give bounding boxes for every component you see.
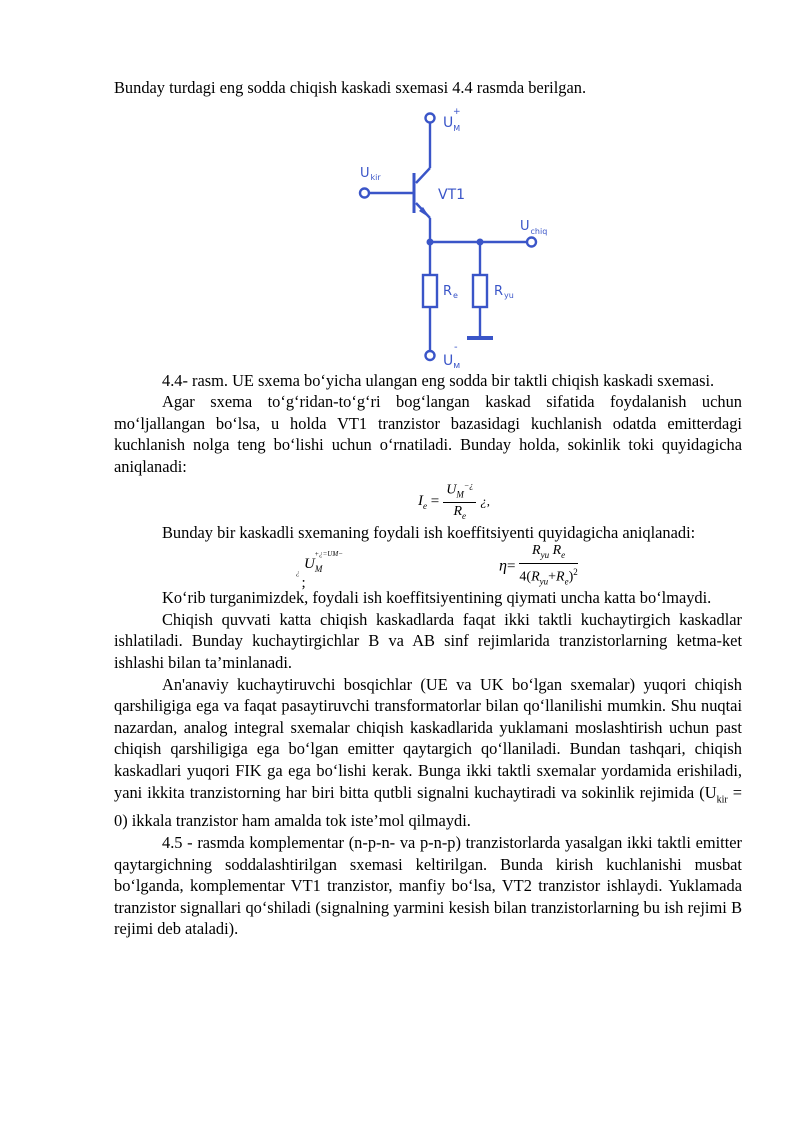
terminal-output: [527, 237, 536, 246]
paragraph-2: Bunday bir kaskadli sxemaning foydali ish koeffitsiyenti quyidagicha aniqlanadi:: [162, 522, 696, 542]
circuit-figure: [114, 106, 742, 368]
formula1-tail: ¿,: [480, 492, 490, 508]
formula-quiescent-current: [114, 478, 742, 522]
terminal-top: [426, 113, 435, 122]
terminal-bottom: [426, 351, 435, 360]
formula2-right: η= $\frac{R_{yu} R_e}{4(R_{yu}+R_e)^2}$: [499, 543, 578, 590]
junction-dot: [477, 238, 484, 245]
paragraph-4: Chiqish quvvati katta chiqish kaskadlarda faqat ikki taktli kuchaytirgich kaskadlar ishlatiladi. Bunday kuchaytirgichlar B va AB sinf rejimlarida tranzistorlarning ketma-ket ishlashi bilan ta’minlanadi.: [114, 609, 742, 672]
formula2-fraction: $\frac{R_{yu} R_e}{4(R_{yu}+R_e)^2}$: [519, 543, 578, 587]
resistor-re: [423, 275, 437, 307]
paragraph-1: Agar sxema to‘g‘ridan-to‘g‘ri bog‘langan kaskad sifatida foydalanish uchun mo‘ljallangan bo‘lsa, u holda VT1 tranzistor bazasidagi kuchlanish odatda emitterdagi kuchlanish nolga teng bo‘lishi uchun o‘rnatiladi. Bunday holda, sokinlik toki quyidagicha aniqlanadi:: [114, 392, 742, 476]
resistor-ryu: [473, 275, 487, 307]
document-page: [114, 77, 742, 940]
label-u-out: $U_{chiq}$: [520, 218, 548, 236]
paragraph-5: An'anaviy kuchaytiruvchi bosqichlar (UE va UK bo‘lgan sxemalar) yuqori chiqish qarshiligiga ega va faqat pasaytiruvchi transformatorlar bilan qo‘llanilishi mumkin. Shu nuqtai nazardan, analog integral sxemalar chiqish kaskadlarida yuklamani moslashtirish uchun past chiqish qarshiligiga ega bo‘lgan emitter qaytargich qo‘llaniladi. Bundan tashqari, chiqish kaskadlari yuqori FIK ga ega bo‘lishi kerak. Bunga ikki taktli sxemalar yordamida erishiladi, yani ikkita tranzistorning har biri bitta qutbli signalni kuchaytiradi va sokinlik rejimida $(U_{kir} = 0)$ ikkala tranzistor ham amalda tok iste’mol qilmaydi.: [114, 674, 742, 831]
formula-efficiency: [114, 543, 742, 592]
label-u-minus: $U_M$: [443, 352, 461, 368]
circuit-diagram: [114, 106, 742, 368]
label-re: $R_e$: [443, 283, 458, 300]
terminal-input: [360, 188, 369, 197]
figure-caption: 4.4- rasm. UE sxema bo‘yicha ulangan eng sodda bir taktli chiqish kaskadi sxemasi.: [162, 370, 715, 390]
intro-text: Bunday turdagi eng sodda chiqish kaskadi sxemasi 4.4 rasmda berilgan.: [114, 78, 587, 97]
formula1-lhs: $I_e$: [418, 492, 427, 511]
formula1-eq: =: [430, 492, 440, 509]
label-u-plus-sign: +: [453, 106, 461, 117]
paragraph-3: Ko‘rib turganimizdek, foydali ish koeffitsiyentining qiymati uncha katta bo‘lmaydi.: [162, 588, 712, 608]
label-ryu: $R_{yu}$: [494, 283, 514, 300]
junction-dot: [427, 238, 434, 245]
label-vt1: VT1: [438, 186, 466, 203]
formula2-left: $U_M^{+¿=UM-¿}$;: [296, 549, 343, 592]
circuit-wires: [360, 113, 536, 360]
label-u-plus: $U_M$: [443, 114, 461, 133]
formula1-fraction: $\frac{U_M^{-¿}}{R_e}$: [443, 478, 476, 525]
circuit-labels: [360, 107, 547, 368]
label-u-in: $U_{kir}$: [360, 165, 381, 182]
label-u-minus-sign: -: [454, 341, 458, 353]
paragraph-6: 4.5 - rasmda komplementar (n-p-n- va p-n-p) tranzistorlarda yasalgan ikki taktli emitter qaytargichning soddalashtirilgan sxemasi keltirilgan. Bunda kirish kuchlanishi musbat bo‘lganda, komplementar VT1 tranzistor, manfiy bo‘lsa, VT2 tranzistor ishlaydi. Yuklamada tranzistor signallari qo‘shiladi (signalning yarmini kesish bilan tranzistorlarning bu ish rejimi B rejimi deb ataladi).: [114, 832, 742, 939]
